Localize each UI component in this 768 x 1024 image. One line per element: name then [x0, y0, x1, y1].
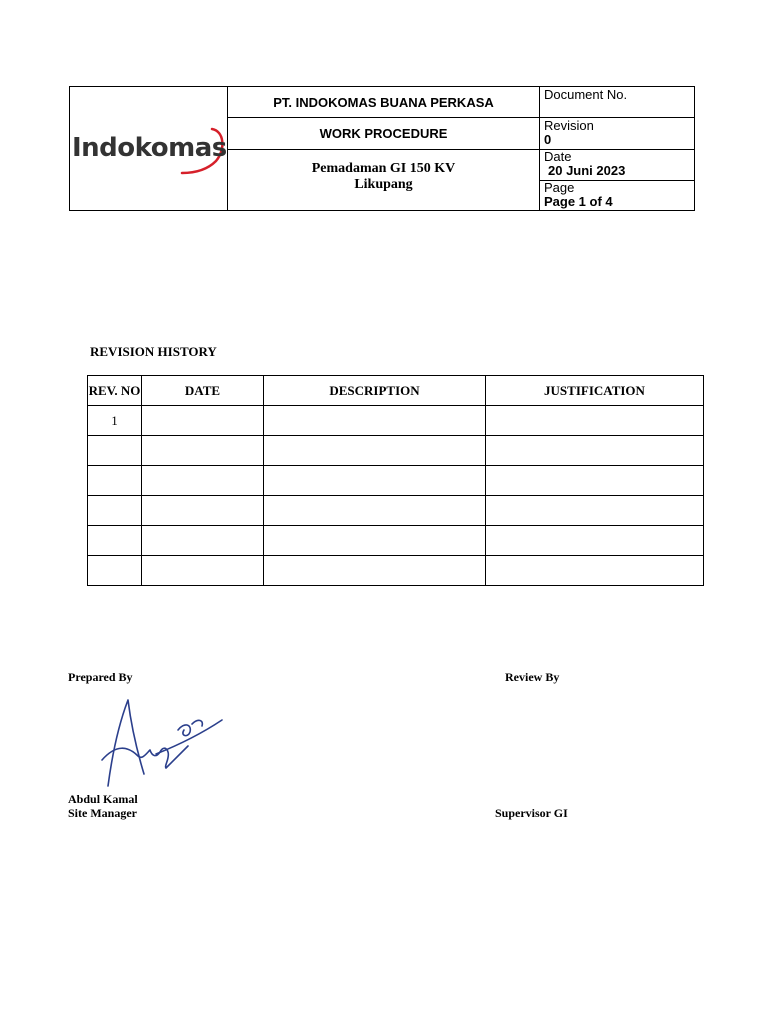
table-cell-justification	[486, 556, 704, 586]
table-row	[88, 496, 704, 526]
table-cell-rev-no	[88, 556, 142, 586]
header-meta-column	[540, 87, 694, 210]
column-header-justification: JUSTIFICATION	[486, 376, 704, 406]
table-cell-date	[142, 526, 264, 556]
revision-history-table	[87, 375, 704, 586]
table-cell-date	[142, 496, 264, 526]
company-name-cell	[228, 87, 539, 118]
document-no-cell	[540, 87, 694, 118]
preparer-name: Abdul Kamal	[68, 792, 138, 806]
table-cell-description	[264, 436, 486, 466]
revision-cell	[540, 118, 694, 150]
table-cell-date	[142, 406, 264, 436]
document-title-line1: Pemadaman GI 150 KV	[311, 161, 456, 176]
table-cell-justification	[486, 436, 704, 466]
table-cell-description	[264, 466, 486, 496]
table-cell-date	[142, 436, 264, 466]
review-by-label: Review By	[505, 670, 560, 684]
logo-cell	[70, 87, 228, 210]
table-cell-rev-no	[88, 526, 142, 556]
document-title	[312, 161, 456, 193]
table-cell-description	[264, 556, 486, 586]
table-cell-rev-no	[88, 496, 142, 526]
table-cell-rev-no	[88, 466, 142, 496]
document-no-label: Document No.	[544, 87, 628, 102]
document-title-cell	[228, 150, 539, 210]
prepared-by-label: Prepared By	[68, 670, 133, 684]
column-header-date: DATE	[142, 376, 264, 406]
document-type-cell	[228, 118, 539, 150]
document-type: WORK PROCEDURE	[319, 126, 448, 141]
table-cell-description	[264, 406, 486, 436]
table-cell-rev-no	[88, 436, 142, 466]
table-cell-justification	[486, 526, 704, 556]
company-name: PT. INDOKOMAS BUANA PERKASA	[273, 94, 494, 110]
reviewer-role: Supervisor GI	[495, 806, 568, 820]
date-cell	[540, 150, 694, 181]
table-cell-date	[142, 466, 264, 496]
table-row	[88, 526, 704, 556]
column-header-description: DESCRIPTION	[264, 376, 486, 406]
table-cell-justification	[486, 406, 704, 436]
page-label: Page	[544, 180, 575, 195]
table-cell-justification	[486, 496, 704, 526]
revision-history-heading: REVISION HISTORY	[90, 344, 217, 359]
revision-label: Revision	[544, 118, 594, 133]
table-cell-date	[142, 556, 264, 586]
column-header-rev-no: REV. NO	[88, 376, 142, 406]
table-cell-rev-no: 1	[88, 406, 142, 436]
table-cell-description	[264, 526, 486, 556]
document-header-table	[69, 86, 695, 211]
page-value: Page 1 of 4	[544, 194, 613, 209]
table-row	[88, 556, 704, 586]
table-cell-description	[264, 496, 486, 526]
logo-text: Indokomas	[72, 133, 227, 163]
document-title-line2: Likupang	[354, 177, 413, 192]
header-middle-column	[228, 87, 540, 210]
revision-value: 0	[544, 132, 552, 147]
table-row	[88, 406, 704, 436]
revision-table-header-row	[88, 376, 704, 406]
table-row	[88, 436, 704, 466]
date-value: 20 Juni 2023	[548, 163, 626, 178]
signature-icon	[96, 696, 226, 791]
page-cell	[540, 181, 694, 210]
preparer-role: Site Manager	[68, 806, 137, 820]
table-cell-justification	[486, 466, 704, 496]
date-label: Date	[544, 149, 572, 164]
table-row	[88, 466, 704, 496]
